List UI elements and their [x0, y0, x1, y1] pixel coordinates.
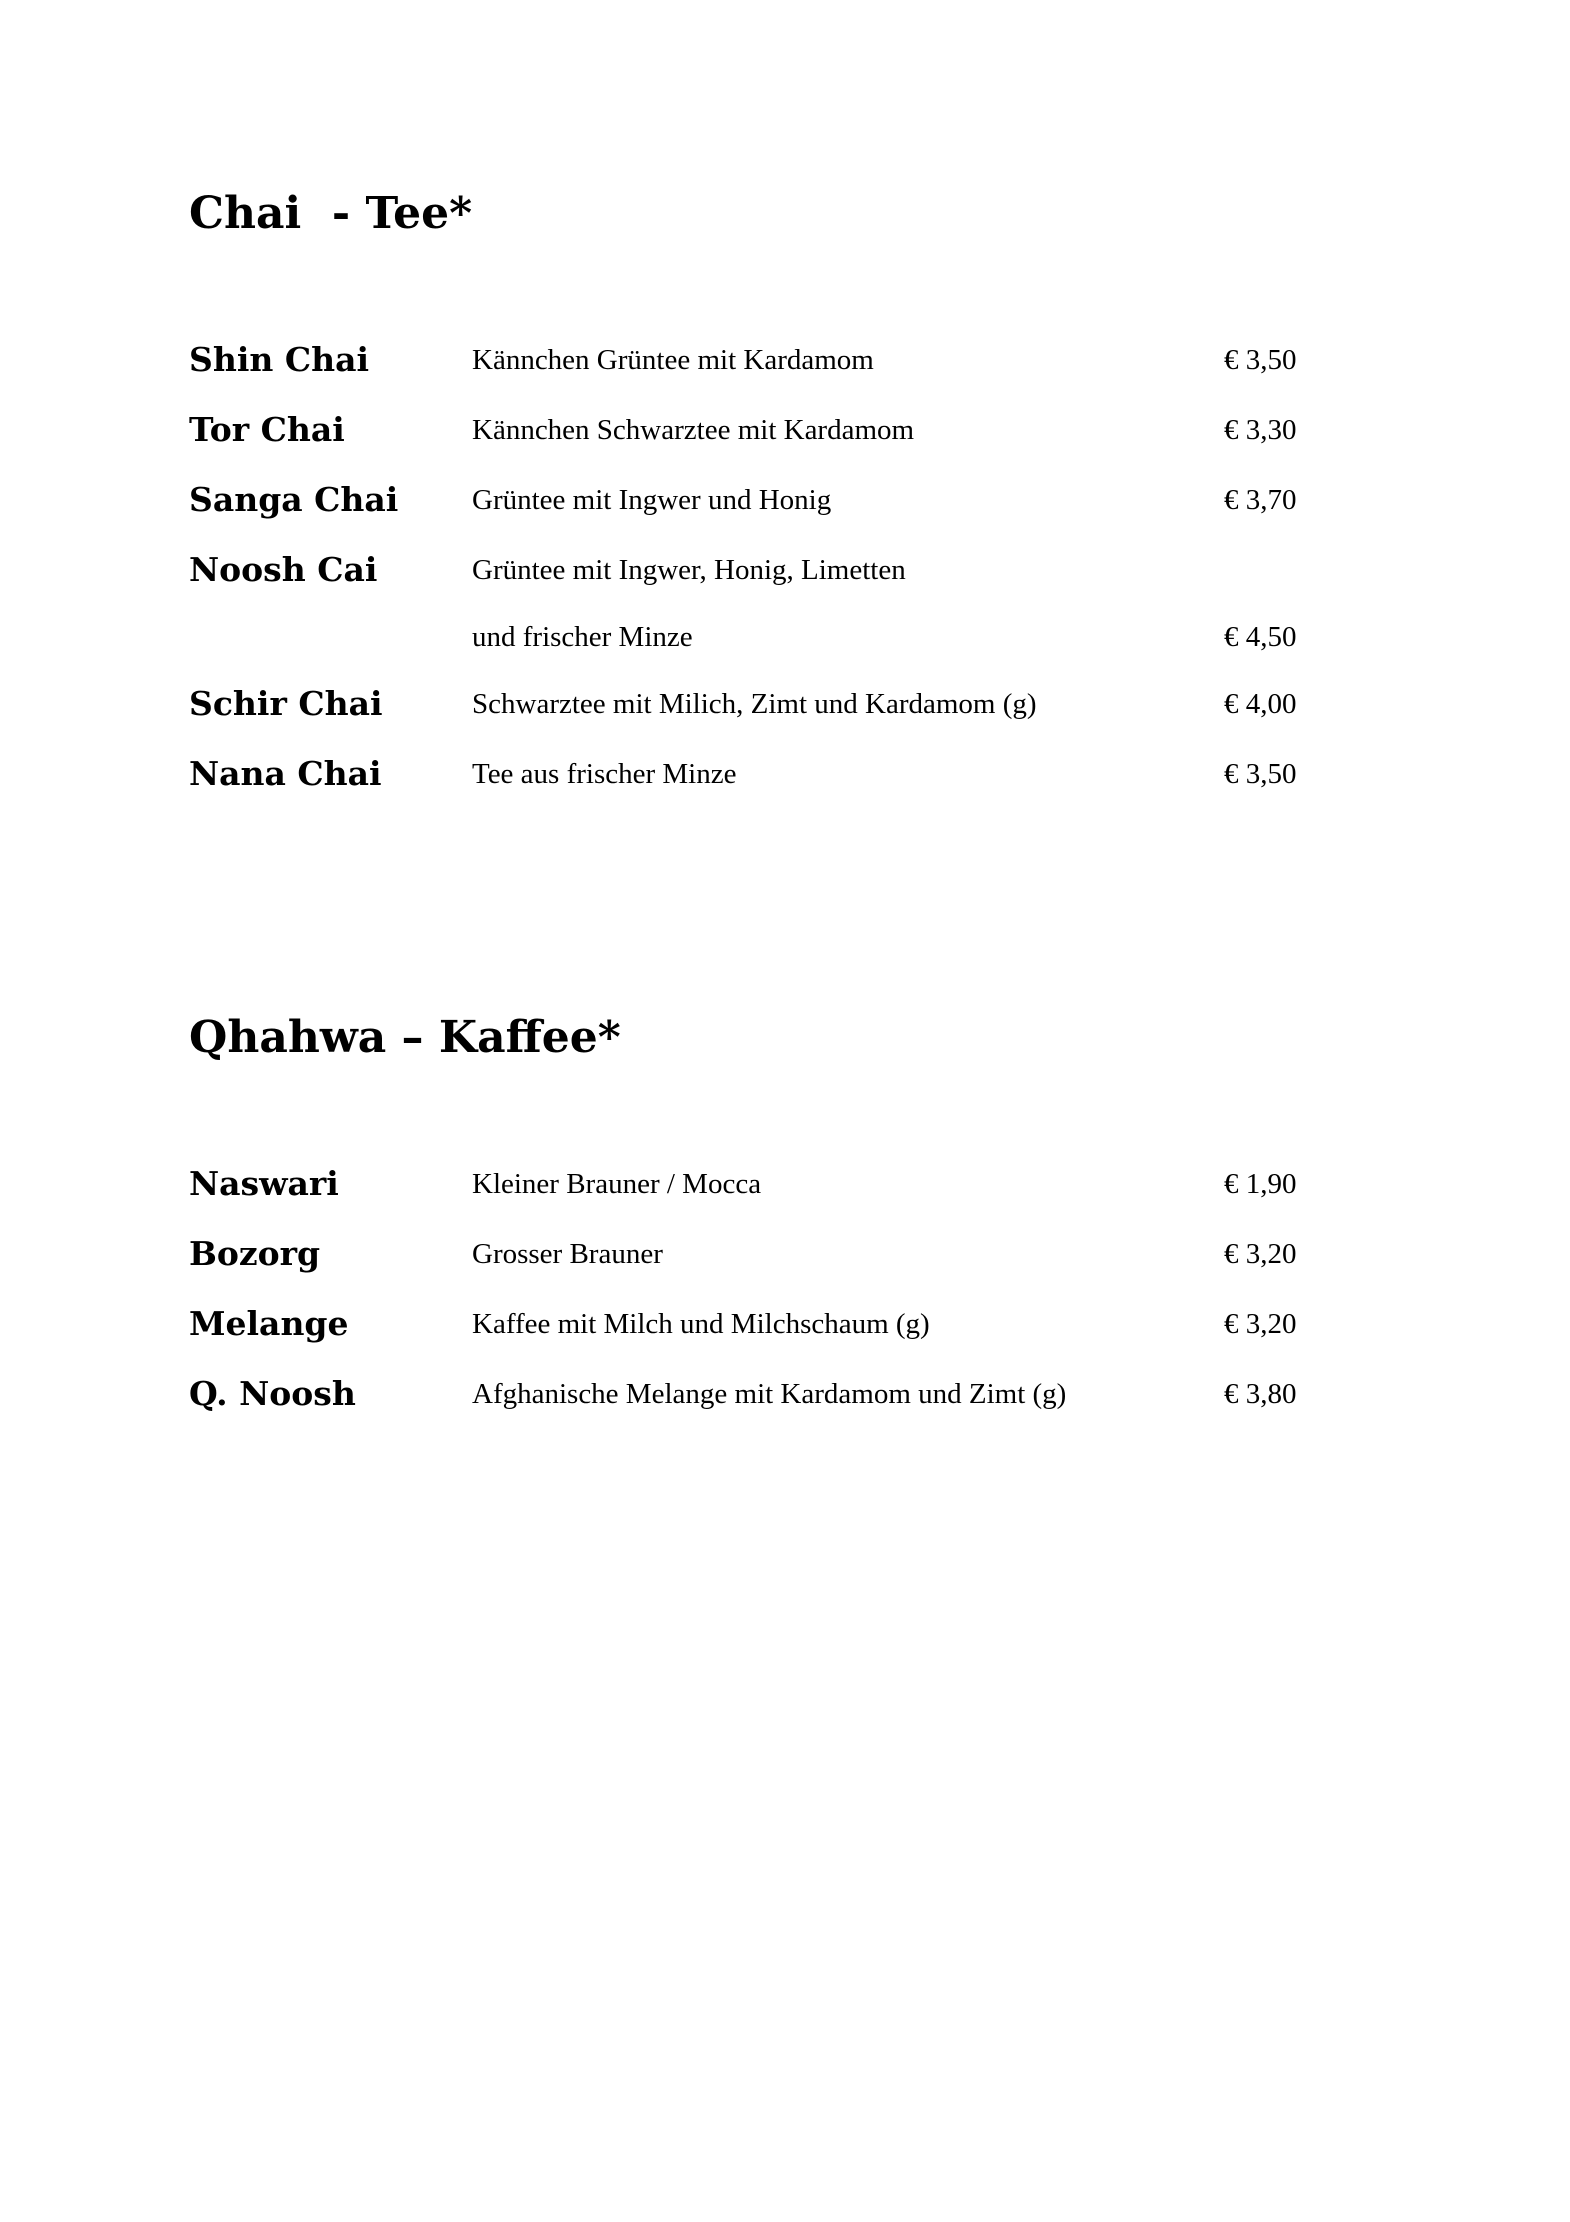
item-price: € 3,80 — [1224, 1378, 1297, 1410]
item-price: € 4,00 — [1224, 688, 1297, 720]
item-price: € 4,50 — [1224, 621, 1297, 653]
menu-item — [0, 1304, 1570, 1344]
item-price: € 3,30 — [1224, 414, 1297, 446]
menu-item — [0, 410, 1570, 450]
item-name: Nana Chai — [189, 754, 382, 793]
menu-item — [0, 1374, 1570, 1414]
item-price: € 3,50 — [1224, 758, 1297, 790]
item-price: € 3,70 — [1224, 484, 1297, 516]
menu-item — [0, 1164, 1570, 1204]
item-name: Q. Noosh — [189, 1374, 356, 1413]
item-description: Grüntee mit Ingwer, Honig, Limetten — [472, 554, 906, 586]
item-description: Kännchen Grüntee mit Kardamom — [472, 344, 874, 376]
menu-item — [0, 480, 1570, 520]
menu-item-continuation — [0, 617, 1570, 657]
item-name: Tor Chai — [189, 410, 345, 449]
item-description: Grosser Brauner — [472, 1238, 663, 1270]
section-title-coffee: Qhahwa – Kaffee* — [189, 1012, 621, 1063]
menu-item — [0, 1234, 1570, 1274]
item-name: Melange — [189, 1304, 349, 1343]
section-title-tea: Chai - Tee* — [189, 188, 473, 239]
item-price: € 1,90 — [1224, 1168, 1297, 1200]
item-description: Kännchen Schwarztee mit Kardamom — [472, 414, 915, 446]
item-description-line2: und frischer Minze — [472, 621, 693, 653]
item-description: Grüntee mit Ingwer und Honig — [472, 484, 832, 516]
item-description: Tee aus frischer Minze — [472, 758, 737, 790]
menu-item — [0, 340, 1570, 380]
item-name: Noosh Cai — [189, 550, 378, 589]
menu-item — [0, 754, 1570, 794]
item-name: Naswari — [189, 1164, 339, 1203]
item-description: Schwarztee mit Milich, Zimt und Kardamom (g) — [472, 688, 1037, 720]
item-description: Afghanische Melange mit Kardamom und Zimt (g) — [472, 1378, 1067, 1410]
item-name: Schir Chai — [189, 684, 383, 723]
item-price: € 3,50 — [1224, 344, 1297, 376]
item-name: Bozorg — [189, 1234, 321, 1273]
item-name: Sanga Chai — [189, 480, 399, 519]
item-description: Kaffee mit Milch und Milchschaum (g) — [472, 1308, 930, 1340]
menu-item — [0, 684, 1570, 724]
menu-item — [0, 550, 1570, 590]
item-price: € 3,20 — [1224, 1308, 1297, 1340]
item-description: Kleiner Brauner / Mocca — [472, 1168, 762, 1200]
item-name: Shin Chai — [189, 340, 370, 379]
item-price: € 3,20 — [1224, 1238, 1297, 1270]
